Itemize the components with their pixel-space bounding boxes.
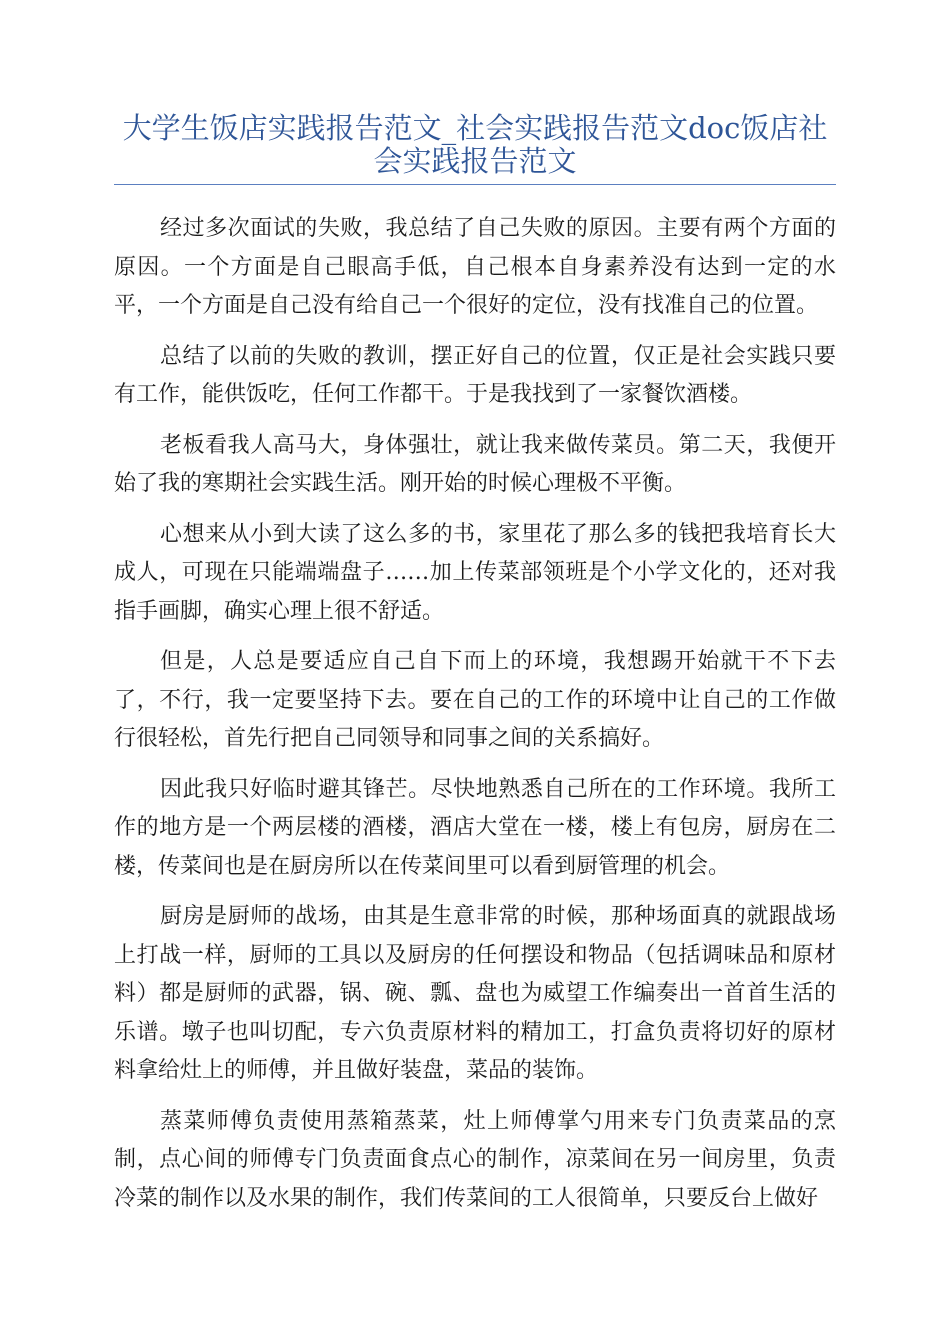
document-body: [114, 210, 836, 1230]
paragraph: 因此我只好临时避其锋芒。尽快地熟悉自己所在的工作环境。我所工作的地方是一个两层楼的酒楼，酒店大堂在一楼，楼上有包房，厨房在二楼，传菜间也是在厨房所以在传菜间里可以看到厨管理的机会。: [114, 776, 836, 879]
paragraph: 老板看我人高马大，身体强壮，就让我来做传菜员。第二天，我便开始了我的寒期社会实践生活。刚开始的时候心理极不平衡。: [114, 432, 836, 496]
title-underline: [114, 184, 836, 185]
paragraph: 总结了以前的失败的教训，摆正好自己的位置，仅正是社会实践只要有工作，能供饭吃，任何工作都干。于是我找到了一家餐饮酒楼。: [114, 343, 836, 407]
title-block: [114, 112, 836, 178]
paragraph: 厨房是厨师的战场，由其是生意非常的时候，那种场面真的就跟战场上打战一样，厨师的工具以及厨房的任何摆设和物品（包括调味品和原材料）都是厨师的武器，锅、碗、瓢、盘也为威望工作编奏出一首首生活的乐谱。墩子也叫切配，专六负责原材料的精加工，打盒负责将切好的原材料拿给灶上的师傅，并且做好装盘，菜品的装饰。: [114, 904, 836, 1083]
paragraph: 但是，人总是要适应自己自下而上的环境，我想踢开始就干不下去了，不行，我一定要坚持下去。要在自己的工作的环境中让自己的工作做行很轻松，首先行把自己同领导和同事之间的关系搞好。: [114, 649, 836, 751]
paragraph: 心想来从小到大读了这么多的书，家里花了那么多的钱把我培育长大成人，可现在只能端端盘子……加上传菜部领班是个小学文化的，还对我指手画脚，确实心理上很不舒适。: [114, 521, 836, 624]
document-title: 大学生饭店实践报告范文_社会实践报告范文doc饭店社会实践报告范文: [122, 111, 828, 178]
paragraph: 经过多次面试的失败，我总结了自己失败的原因。主要有两个方面的原因。一个方面是自己眼高手低，自己根本自身素养没有达到一定的水平，一个方面是自己没有给自己一个很好的定位，没有找准自己的位置。: [114, 216, 836, 318]
paragraph: 蒸菜师傅负责使用蒸箱蒸菜，灶上师傅掌勺用来专门负责菜品的烹制，点心间的师傅专门负责面食点心的制作，凉菜间在另一间房里，负责冷菜的制作以及水果的制作，我们传菜间的工人很简单，只要反台上做好: [114, 1108, 836, 1211]
